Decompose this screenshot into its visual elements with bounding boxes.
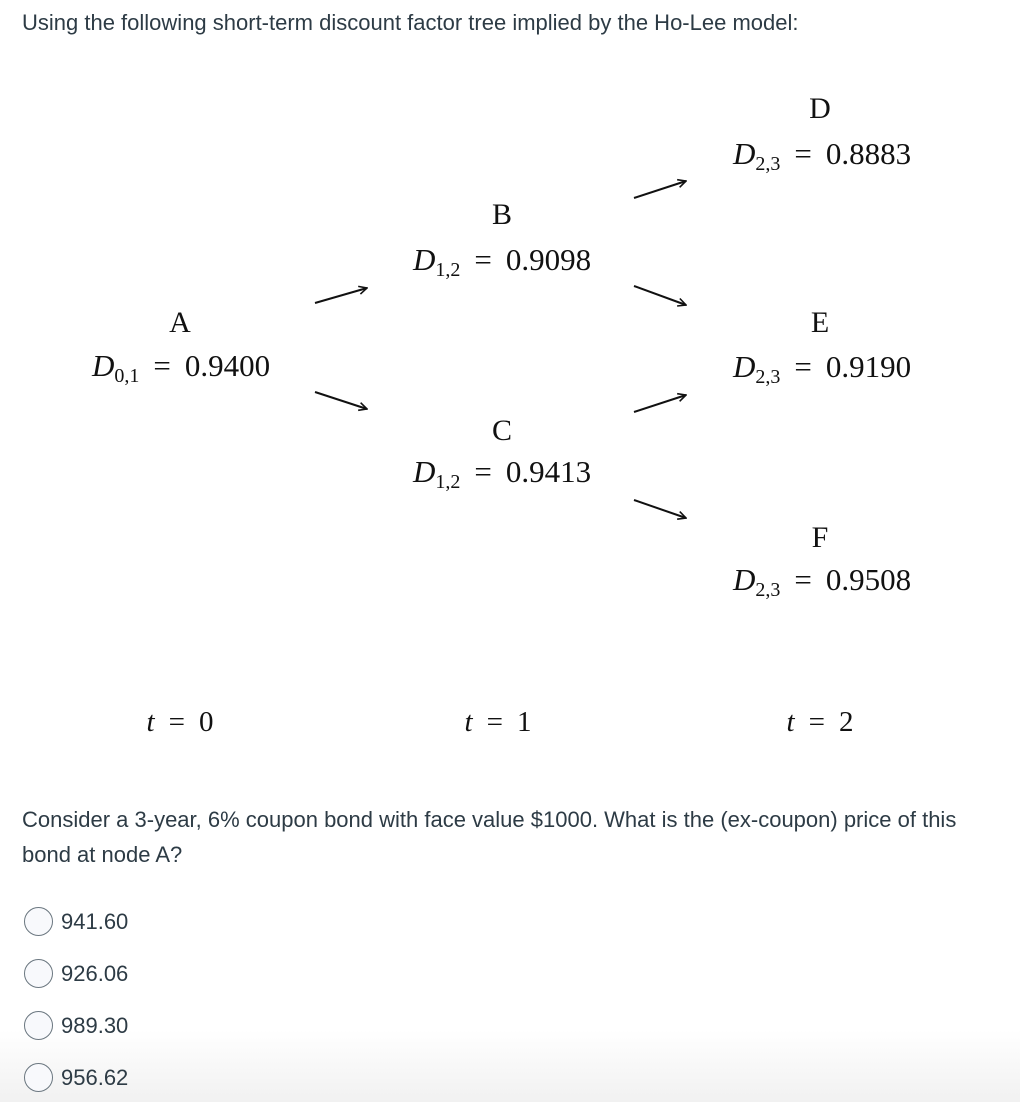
node-c-value: $D_{1,2} = 0.9413$ <box>412 454 592 493</box>
bottom-fade <box>0 1030 1020 1102</box>
option-label: 956.62 <box>61 1064 129 1090</box>
answer-option[interactable] <box>24 959 128 988</box>
node-b-label: B <box>491 198 513 231</box>
arrow-c-e <box>634 395 686 412</box>
node-b-value: $D_{1,2} = 0.9098$ <box>412 242 592 281</box>
node-d-value: $D_{2,3} = 0.8883$ <box>732 136 912 175</box>
arrow-a-b <box>315 288 367 303</box>
radio-button[interactable] <box>24 1063 53 1092</box>
time-label-2: t = 2 <box>786 706 854 738</box>
arrow-c-f <box>634 500 686 518</box>
option-label: 941.60 <box>61 908 129 934</box>
node-a-value: $D_{0,1} = 0.9400$ <box>91 348 271 387</box>
node-f-label: F <box>811 521 829 554</box>
node-a-label: A <box>169 306 191 339</box>
node-c-label: C <box>491 414 513 447</box>
answer-option[interactable] <box>24 907 128 936</box>
node-e-value: $D_{2,3} = 0.9190$ <box>732 349 912 388</box>
node-f-value: $D_{2,3} = 0.9508$ <box>732 562 912 601</box>
arrow-b-e <box>634 286 686 305</box>
answer-option[interactable] <box>24 1063 128 1092</box>
radio-button[interactable] <box>24 907 53 936</box>
question-text: Consider a 3-year, 6% coupon bond with face value $1000. What is the (ex-coupon) price of this bond at node A? <box>22 807 957 867</box>
arrow-b-d <box>634 181 686 198</box>
question-intro: Using the following short-term discount factor tree implied by the Ho-Lee model: <box>22 10 799 35</box>
option-label: 926.06 <box>61 960 129 986</box>
option-label: 989.30 <box>61 1012 129 1038</box>
radio-button[interactable] <box>24 1011 53 1040</box>
answer-option[interactable] <box>24 1011 128 1040</box>
time-label-1: t = 1 <box>464 706 532 738</box>
radio-button[interactable] <box>24 959 53 988</box>
node-e-label: E <box>810 306 830 339</box>
arrow-a-c <box>315 392 367 409</box>
time-label-0: t = 0 <box>146 706 214 738</box>
node-d-label: D <box>809 92 831 125</box>
